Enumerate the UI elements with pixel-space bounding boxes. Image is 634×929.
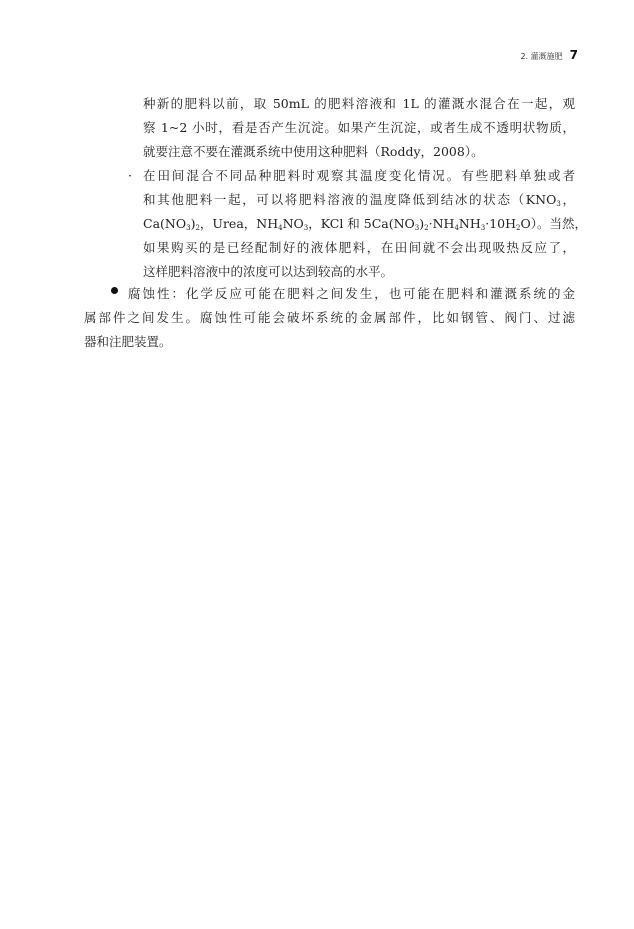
page-number: 7 [569,48,578,62]
paragraph-continuation [143,92,575,164]
text-line: 察 1~2 小时，看是否产生沉淀。如果产生沉淀，或者生成不透明状物质， [143,120,575,135]
text-line: 在田间混合不同品种肥料时观察其温度变化情况。有些肥料单独或者 [143,168,575,183]
chemical-formula-line: $Ca(NO_3)_2$，Urea，$NH_4NO_3$，KCl 和 $5Ca(NO_3)_2\cdot NH_4NH_3\cdot 10H_2O$）。当然， [143,216,587,232]
text-line: 属部件之间发生。腐蚀性可能会破坏系统的金属部件，比如钢管、阀门、过滤 [84,310,575,325]
text-line: 这样肥料溶液中的浓度可以达到较高的水平。 [143,264,394,279]
text-line: 如果购买的是已经配制好的液体肥料，在田间就不会出现吸热反应了， [143,240,575,255]
text-line: 和其他肥料一起，可以将肥料溶液的温度降低到结冰的状态（$KNO_3$， [143,192,575,208]
paragraph-sub-bullet [143,164,587,284]
text-line: 种新的肥料以前，取 50mL 的肥料溶液和 1L 的灌溉水混合在一起，观 [143,96,575,111]
text-line: 器和注肥装置。 [84,334,172,349]
running-title: 2. 灌溉施肥 [520,52,563,61]
sub-bullet-marker: · [128,168,132,183]
text-line: 腐蚀性：化学反应可能在肥料之间发生，也可能在肥料和灌溉系统的金 [128,286,575,301]
text-line: 就要注意不要在灌溉系统中使用这种肥料（Roddy，2008）。 [143,144,484,159]
paragraph-corrosivity [84,282,575,354]
page-header [520,48,578,62]
